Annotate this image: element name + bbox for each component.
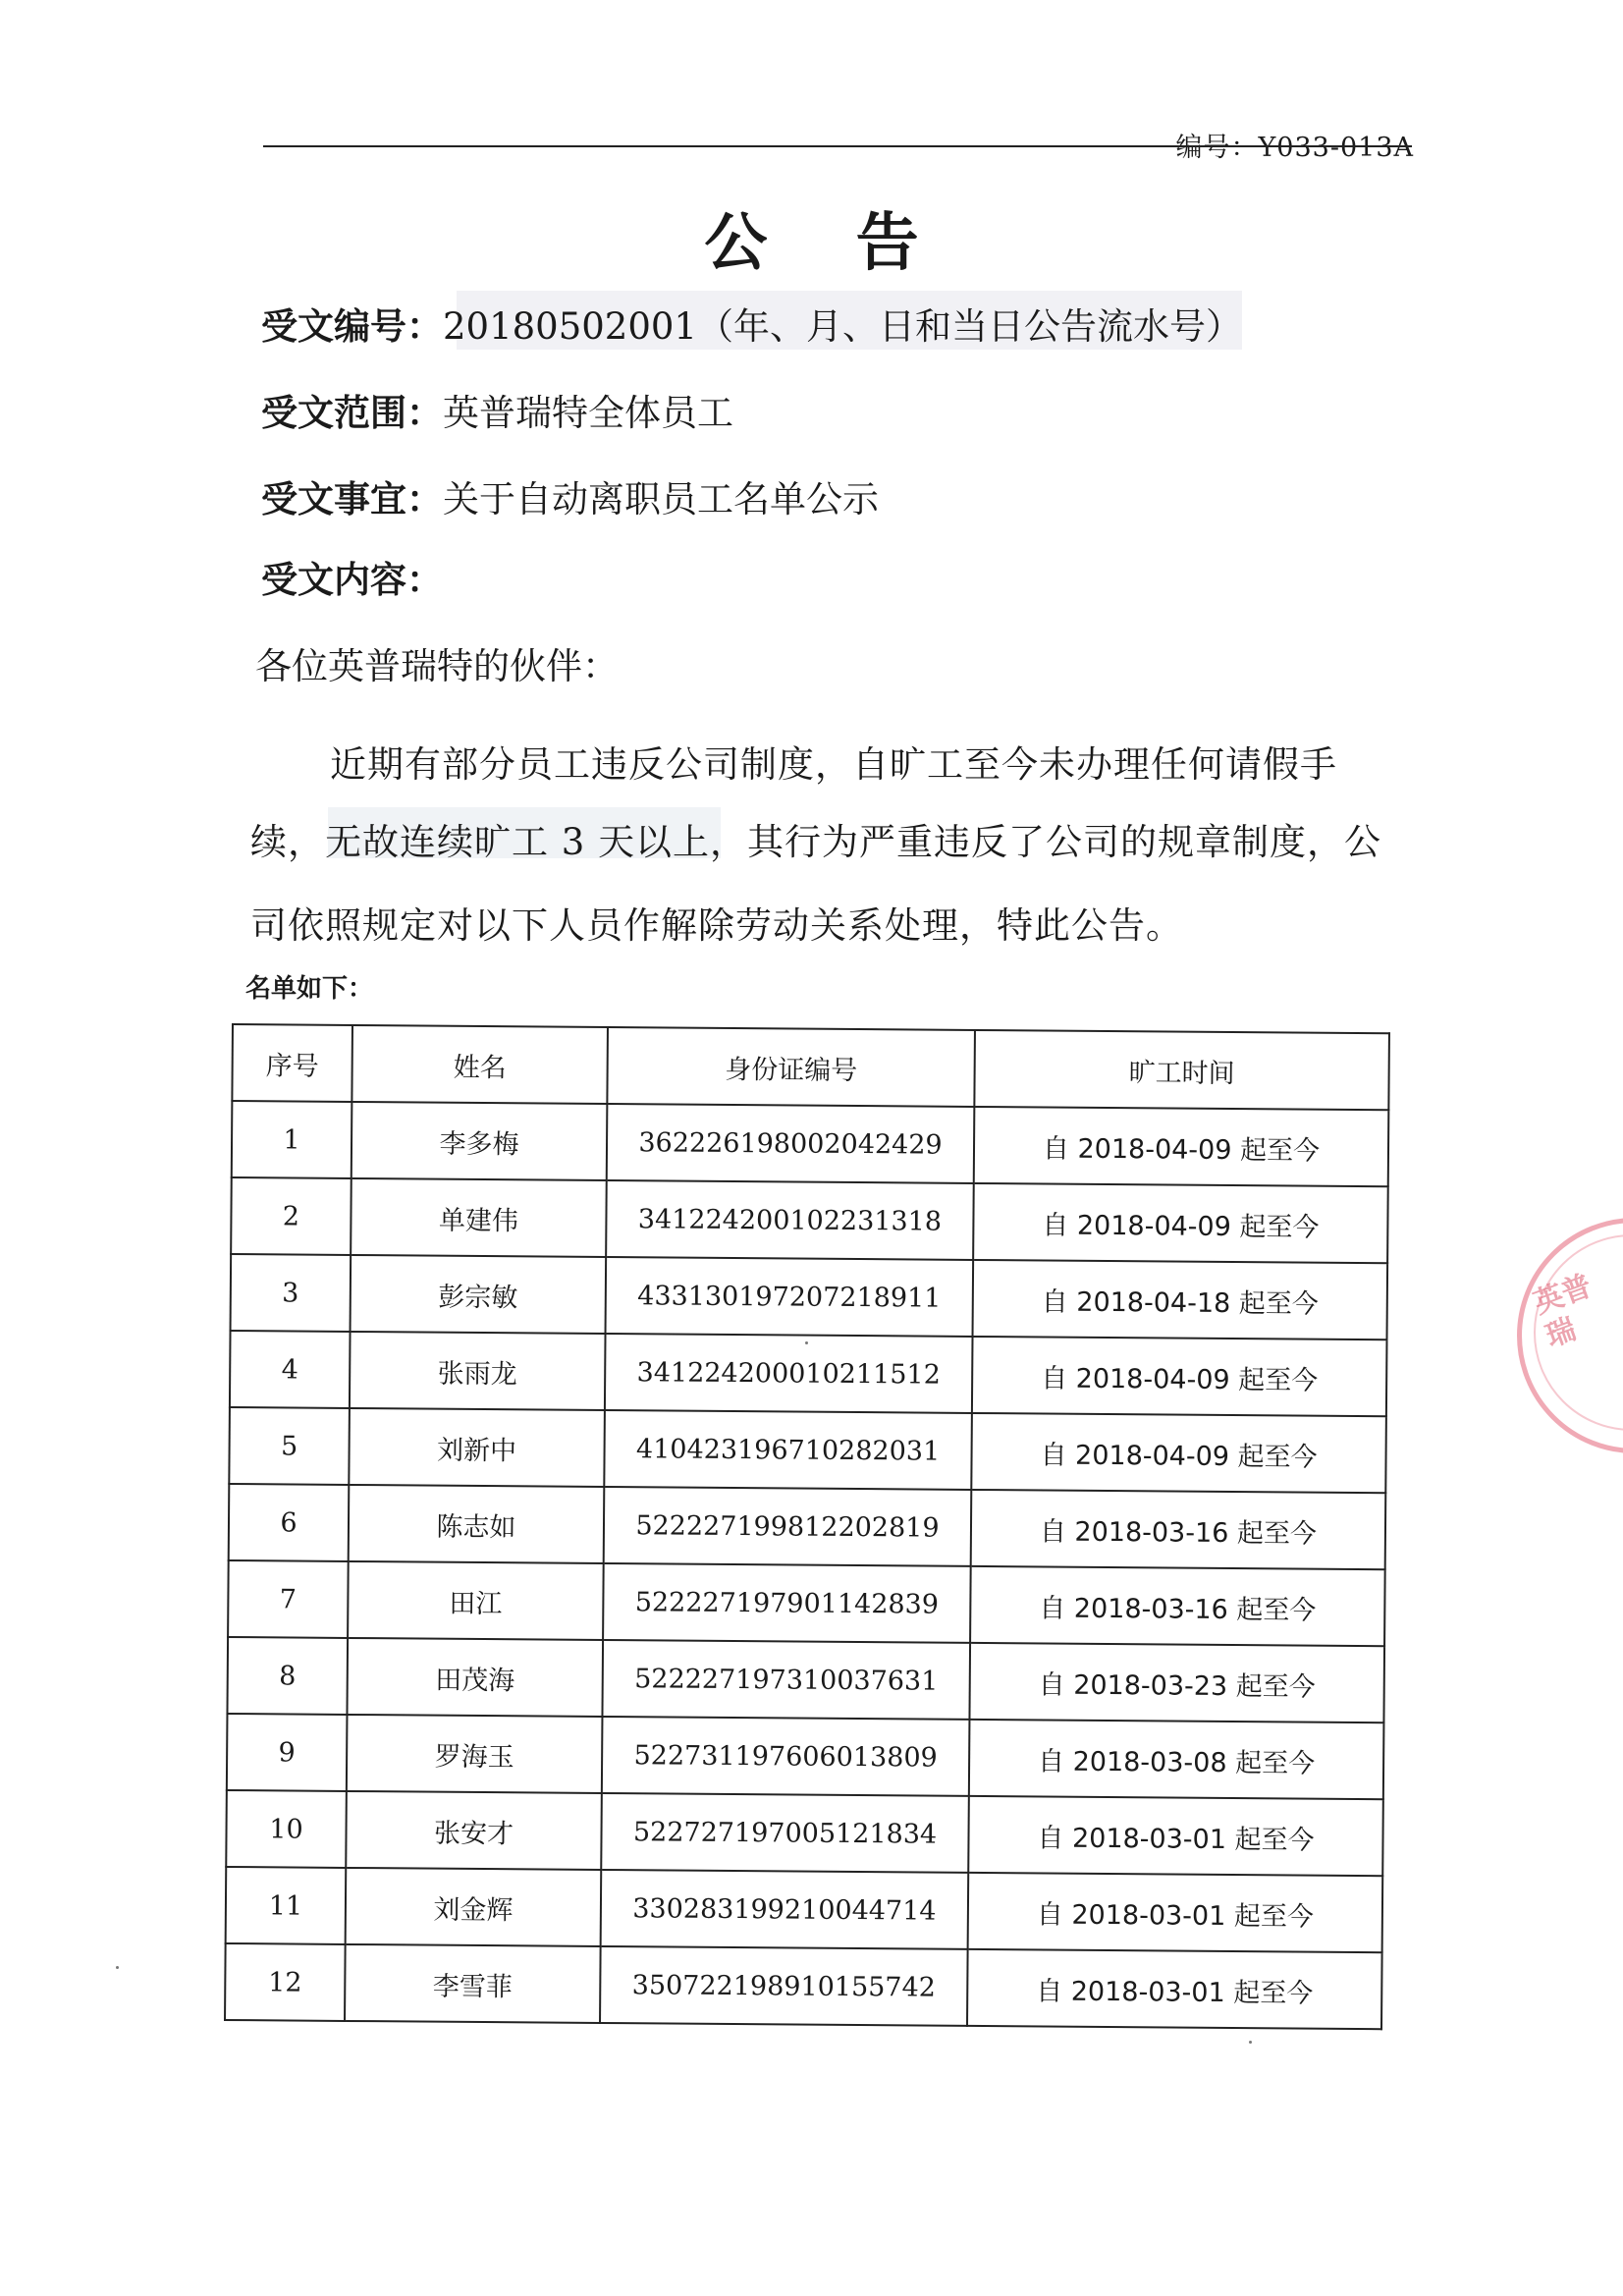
cell-id: 522227197901142839 — [603, 1563, 971, 1643]
employee-table — [224, 1023, 1390, 2030]
field-value: 20180502001（年、月、日和当日公告流水号） — [443, 305, 1242, 348]
cell-seq: 8 — [227, 1637, 348, 1715]
table-row — [231, 1177, 1388, 1263]
cell-seq: 3 — [231, 1254, 352, 1332]
header-rule — [263, 145, 1412, 147]
cell-id: 522227197310037631 — [602, 1640, 970, 1720]
cell-time: 自 2018-04-09 起至今 — [971, 1413, 1386, 1493]
field-label: 受文编号： — [261, 305, 443, 348]
table-header-row — [232, 1024, 1389, 1110]
cell-name: 张安才 — [346, 1791, 602, 1870]
cell-seq: 11 — [226, 1867, 347, 1944]
cell-seq: 1 — [232, 1101, 352, 1178]
cell-time: 自 2018-03-01 起至今 — [968, 1796, 1383, 1876]
cell-id: 410423196710282031 — [604, 1410, 972, 1490]
salutation: 各位英普瑞特的伙伴： — [255, 645, 619, 687]
cell-time: 自 2018-03-01 起至今 — [967, 1949, 1382, 2029]
document-number: 编号：Y033-013A — [1175, 133, 1414, 163]
table-row — [231, 1254, 1388, 1339]
cell-time: 自 2018-03-01 起至今 — [968, 1873, 1383, 1952]
table-row — [227, 1714, 1384, 1799]
cell-name: 陈志如 — [349, 1485, 605, 1563]
cell-time: 自 2018-03-16 起至今 — [971, 1490, 1386, 1569]
cell-time: 自 2018-03-23 起至今 — [969, 1643, 1384, 1722]
cell-name: 刘新中 — [349, 1408, 605, 1487]
cell-seq: 7 — [228, 1560, 349, 1638]
field-scope — [261, 383, 733, 436]
page-title: 公 告 — [704, 207, 952, 280]
cell-time: 自 2018-03-16 起至今 — [970, 1566, 1385, 1646]
table-row — [226, 1867, 1383, 1952]
cell-seq: 4 — [230, 1331, 351, 1408]
cell-time: 自 2018-04-09 起至今 — [972, 1337, 1387, 1416]
scan-speck — [116, 1966, 119, 1969]
column-header-time: 旷工时间 — [974, 1030, 1389, 1110]
cell-id: 341224200102231318 — [606, 1180, 974, 1260]
cell-name: 李多梅 — [352, 1102, 608, 1180]
cell-name: 罗海玉 — [347, 1715, 603, 1793]
field-matter — [261, 469, 879, 522]
cell-id: 330283199210044714 — [601, 1870, 969, 1949]
field-label: 受文范围： — [261, 392, 443, 434]
cell-name: 刘金辉 — [346, 1868, 602, 1946]
cell-name: 彭宗敏 — [351, 1255, 607, 1334]
cell-seq: 2 — [231, 1177, 352, 1255]
table-row — [225, 1943, 1382, 2029]
table-row — [227, 1637, 1384, 1722]
cell-id: 362226198002042429 — [607, 1104, 975, 1183]
field-value: 关于自动离职员工名单公示 — [443, 478, 879, 520]
field-value: 英普瑞特全体员工 — [443, 392, 733, 434]
cell-id: 350722198910155742 — [600, 1946, 968, 2026]
column-header-name: 姓名 — [352, 1025, 608, 1104]
cell-time: 自 2018-04-09 起至今 — [973, 1183, 1388, 1263]
cell-id: 433130197207218911 — [606, 1257, 974, 1337]
column-header-seq: 序号 — [232, 1024, 352, 1102]
cell-seq: 12 — [225, 1943, 346, 2021]
cell-id: 522227199812202819 — [604, 1487, 972, 1566]
table-row — [228, 1560, 1385, 1646]
cell-seq: 5 — [229, 1407, 350, 1485]
cell-seq: 6 — [229, 1484, 350, 1561]
scan-speck — [1249, 2041, 1252, 2044]
column-header-id: 身份证编号 — [607, 1027, 975, 1107]
field-content — [261, 550, 443, 603]
seal-text: 英普瑞 — [1529, 1268, 1596, 1355]
table-row — [232, 1101, 1389, 1186]
cell-id: 522731197606013809 — [602, 1717, 970, 1796]
table-row — [230, 1331, 1387, 1416]
cell-time: 自 2018-03-08 起至今 — [969, 1720, 1384, 1799]
cell-seq: 10 — [226, 1790, 347, 1868]
cell-name: 单建伟 — [351, 1178, 607, 1257]
cell-name: 田江 — [348, 1561, 604, 1640]
cell-seq: 9 — [227, 1714, 348, 1791]
list-label: 名单如下： — [245, 974, 374, 1004]
field-doc-number — [261, 297, 1242, 350]
field-label: 受文内容： — [261, 559, 443, 601]
body-line: 司依照规定对以下人员作解除劳动关系处理，特此公告。 — [250, 904, 1183, 947]
cell-name: 田茂海 — [347, 1638, 603, 1717]
table-row — [229, 1484, 1386, 1569]
body-line: 续，无故连续旷工 3 天以上，其行为严重违反了公司的规章制度，公 — [250, 821, 1382, 863]
cell-id: 341224200010211512 — [605, 1334, 973, 1413]
cell-time: 自 2018-04-18 起至今 — [973, 1260, 1388, 1339]
table-row — [226, 1790, 1383, 1876]
field-label: 受文事宜： — [261, 478, 443, 520]
cell-name: 张雨龙 — [350, 1332, 606, 1410]
cell-id: 522727197005121834 — [601, 1793, 969, 1873]
cell-name: 李雪菲 — [345, 1944, 601, 2023]
table-row — [229, 1407, 1386, 1493]
cell-time: 自 2018-04-09 起至今 — [974, 1107, 1389, 1186]
scan-speck — [805, 1341, 808, 1344]
body-line: 近期有部分员工违反公司制度，自旷工至今未办理任何请假手 — [330, 743, 1337, 786]
